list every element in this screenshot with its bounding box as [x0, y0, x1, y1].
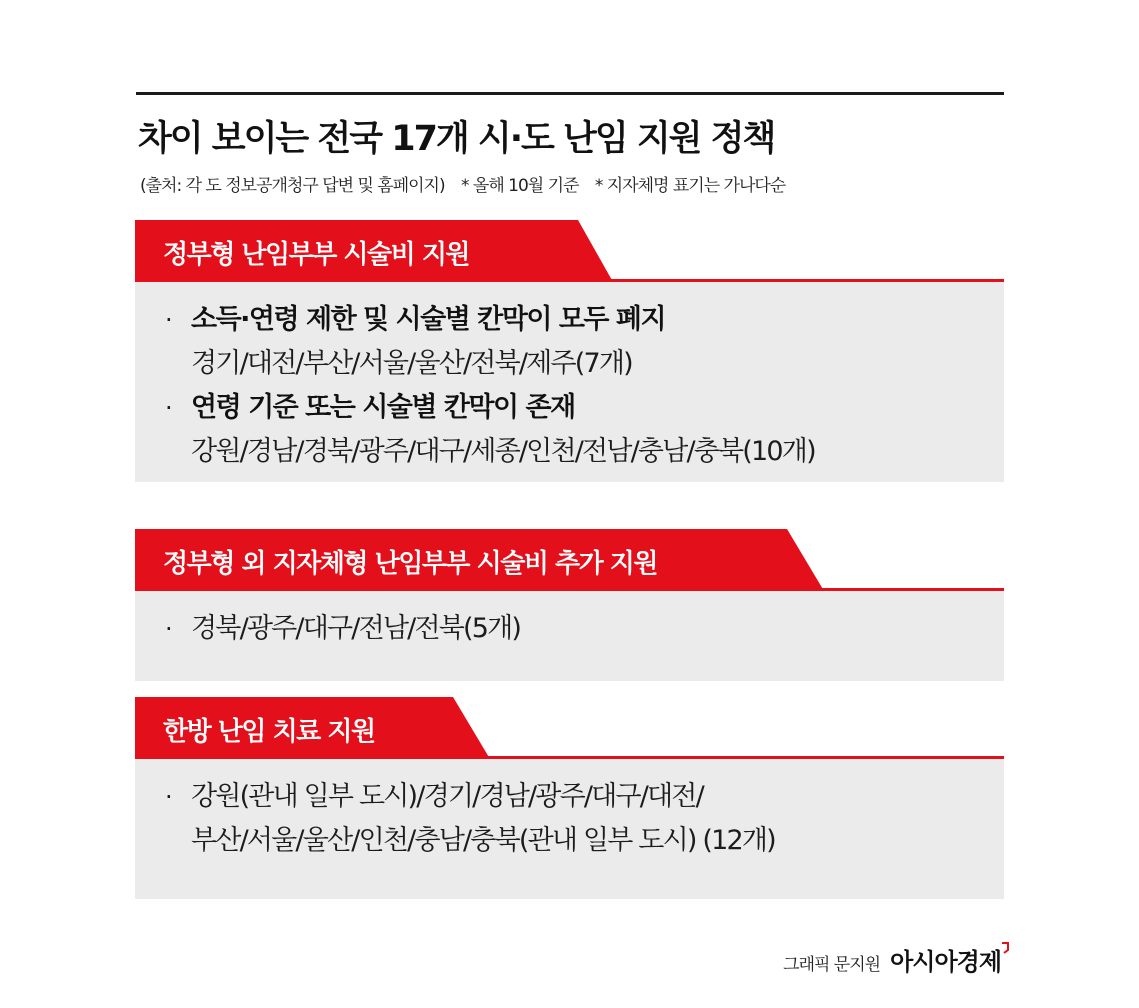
section-panel — [135, 282, 1004, 482]
source-note: (출처: 각 도 정보공개청구 답변 및 홈페이지) — [140, 176, 445, 196]
section-tab — [135, 529, 1004, 591]
item-heading: 연령 기준 또는 시술별 칸막이 존재 — [191, 392, 575, 423]
page-title: 차이 보이는 전국 17개 시·도 난임 지원 정책 — [138, 119, 775, 159]
section-label: 한방 난임 치료 지원 — [163, 717, 375, 747]
item-heading: 소득·연령 제한 및 시술별 칸막이 모두 폐지 — [191, 304, 666, 335]
list-item — [135, 298, 1004, 386]
graphic-credit: 그래픽 문지원 — [783, 955, 881, 975]
section-label: 정부형 외 지자체형 난임부부 시술비 추가 지원 — [163, 549, 658, 579]
bullet: · — [165, 394, 173, 422]
top-rule — [136, 92, 1004, 95]
section-rule — [135, 756, 1004, 759]
section-local-extra-support — [135, 529, 1004, 681]
section-label: 정부형 난임부부 시술비 지원 — [163, 240, 470, 270]
item-regions: 경북/광주/대구/전남/전북(5개) — [191, 613, 521, 644]
section-rule — [135, 279, 1004, 282]
subtitle — [140, 171, 797, 196]
bullet: · — [165, 783, 173, 811]
section-panel — [135, 759, 1004, 899]
order-note: * 지자체명 표기는 가나다순 — [594, 176, 786, 196]
item-regions: 부산/서울/울산/인천/충남/충북(관내 일부 도시) (12개) — [191, 825, 775, 856]
item-regions: 경기/대전/부산/서울/울산/전북/제주(7개) — [191, 348, 632, 379]
section-rule — [135, 588, 1004, 591]
date-note: * 올해 10월 기준 — [461, 176, 579, 196]
section-panel — [135, 591, 1004, 681]
section-tab — [135, 697, 1004, 759]
bullet: · — [165, 306, 173, 334]
section-government-support — [135, 220, 1004, 482]
list-item — [135, 607, 1004, 651]
brand-mark-icon — [1001, 942, 1009, 954]
credit — [783, 942, 1001, 977]
list-item — [135, 386, 1004, 474]
brand-logo: 아시아경제 — [890, 948, 1001, 976]
bullet: · — [165, 615, 173, 643]
item-regions: 강원(관내 일부 도시)/경기/경남/광주/대구/대전/ — [191, 781, 703, 812]
section-tab — [135, 220, 1004, 282]
list-item — [135, 775, 1004, 863]
section-oriental-medicine — [135, 697, 1004, 899]
item-regions: 강원/경남/경북/광주/대구/세종/인천/전남/충남/충북(10개) — [191, 436, 815, 467]
